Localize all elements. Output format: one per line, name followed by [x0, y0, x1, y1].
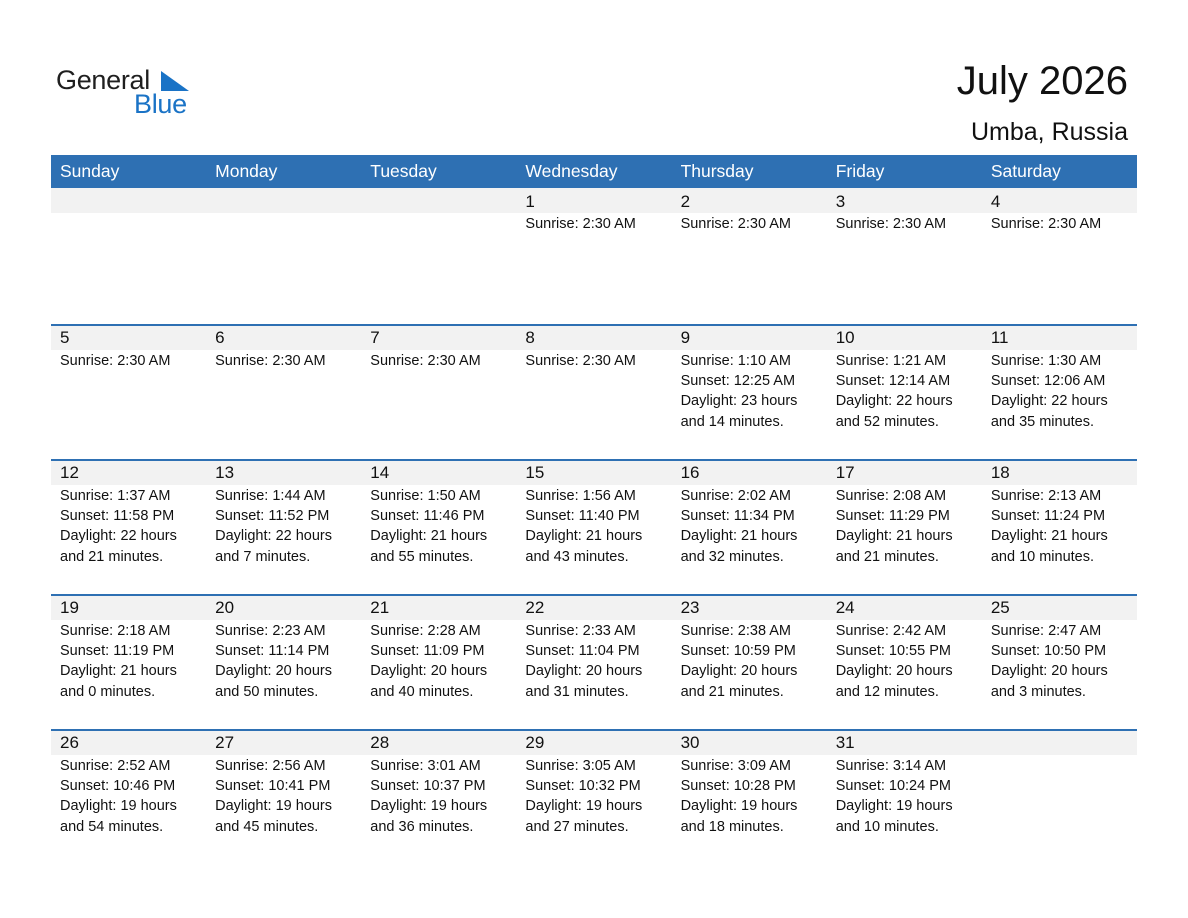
day-info-line: Sunset: 11:46 PM: [370, 508, 485, 525]
day-info-line: and 27 minutes.: [525, 818, 629, 835]
day-info-line: Sunrise: 2:13 AM: [990, 488, 1102, 504]
day-info: [206, 485, 361, 567]
day-info-line: Sunrise: 3:14 AM: [835, 758, 947, 774]
day-number: 23: [672, 596, 827, 620]
empty-day-cell: [51, 188, 206, 324]
weeks-container: [51, 188, 1137, 864]
day-info-line: and 18 minutes.: [680, 818, 784, 835]
day-info-line: and 40 minutes.: [370, 683, 474, 700]
weekday-saturday: Saturday: [990, 161, 1061, 181]
day-info: [516, 485, 671, 567]
day-info: [672, 350, 827, 432]
day-info-line: Sunrise: 2:02 AM: [680, 488, 791, 504]
day-info-line: Sunset: 10:37 PM: [370, 778, 486, 795]
day-info-line: and 43 minutes.: [525, 548, 629, 565]
day-cell: [672, 731, 827, 864]
day-info-line: Sunrise: 2:52 AM: [60, 758, 171, 774]
day-info-line: Daylight: 21 hours: [990, 528, 1108, 545]
day-info-line: Sunrise: 1:30 AM: [990, 353, 1102, 369]
day-info-line: Daylight: 22 hours: [990, 393, 1108, 410]
day-info: [51, 755, 206, 837]
day-info-line: and 14 minutes.: [680, 413, 784, 430]
day-info-line: Daylight: 22 hours: [215, 528, 333, 545]
day-info-line: Daylight: 19 hours: [525, 798, 643, 815]
logo-text-blue: Blue: [134, 89, 187, 119]
day-number: 7: [361, 326, 516, 350]
day-info-line: and 36 minutes.: [370, 818, 474, 835]
week-row: [51, 188, 1137, 324]
empty-day-cell: [361, 188, 516, 324]
day-info-line: Sunset: 10:46 PM: [60, 778, 176, 795]
day-number: 31: [827, 731, 982, 755]
day-info-line: and 31 minutes.: [525, 683, 629, 700]
page-title: July 2026: [956, 59, 1128, 103]
day-info-line: and 32 minutes.: [680, 548, 784, 565]
day-info-line: Sunset: 10:59 PM: [680, 643, 796, 660]
day-info: [672, 755, 827, 837]
day-info-line: Sunset: 11:09 PM: [370, 643, 485, 660]
day-info-line: Sunrise: 2:56 AM: [215, 758, 326, 774]
day-info-line: Sunrise: 1:10 AM: [680, 353, 791, 369]
day-number: 8: [516, 326, 671, 350]
day-info: [206, 350, 361, 371]
day-info-line: Sunrise: 3:01 AM: [370, 758, 481, 774]
day-info: [982, 620, 1137, 702]
day-info-line: Sunrise: 2:28 AM: [370, 623, 481, 639]
week-row: [51, 729, 1137, 864]
day-cell: [827, 188, 982, 324]
day-info-line: and 50 minutes.: [215, 683, 319, 700]
day-info-line: Sunrise: 2:33 AM: [525, 623, 636, 639]
day-info-line: Daylight: 21 hours: [60, 663, 177, 680]
day-info-line: Sunset: 10:41 PM: [215, 778, 331, 795]
day-number: 5: [51, 326, 206, 350]
week-row: [51, 594, 1137, 729]
week-row: [51, 459, 1137, 594]
day-info-line: Sunrise: 2:30 AM: [835, 216, 947, 232]
day-info: [361, 755, 516, 837]
day-info: [51, 350, 206, 371]
day-info-line: and 7 minutes.: [215, 548, 311, 565]
day-info-line: Sunset: 11:58 PM: [60, 508, 175, 525]
day-number: 14: [361, 461, 516, 485]
day-info-line: Sunrise: 3:05 AM: [525, 758, 636, 774]
weekday-wednesday: Wednesday: [525, 161, 618, 181]
day-cell: [206, 461, 361, 594]
day-number: 25: [982, 596, 1137, 620]
day-info-line: Sunset: 11:34 PM: [680, 508, 795, 525]
week-row: [51, 324, 1137, 459]
weekday-tuesday: Tuesday: [370, 161, 437, 181]
day-info-line: Sunrise: 1:37 AM: [60, 488, 171, 504]
day-info-line: Sunrise: 2:30 AM: [370, 353, 481, 369]
day-cell: [827, 596, 982, 729]
day-info: [51, 485, 206, 567]
day-info-line: and 35 minutes.: [990, 413, 1095, 430]
day-number: 11: [982, 326, 1137, 350]
day-info-line: Sunrise: 2:23 AM: [215, 623, 326, 639]
day-cell: [206, 596, 361, 729]
day-info-line: Sunrise: 1:21 AM: [835, 353, 947, 369]
day-info-line: Daylight: 22 hours: [60, 528, 177, 545]
day-info-line: Sunrise: 1:50 AM: [370, 488, 481, 504]
day-info-line: Sunset: 11:40 PM: [525, 508, 640, 525]
weekday-monday: Monday: [215, 161, 278, 181]
day-info: [361, 485, 516, 567]
empty-day-cell: [206, 188, 361, 324]
day-info-line: Daylight: 19 hours: [835, 798, 953, 815]
day-info-line: Sunrise: 2:38 AM: [680, 623, 791, 639]
day-info-line: Daylight: 20 hours: [990, 663, 1108, 680]
day-cell: [516, 596, 671, 729]
day-info-line: Sunset: 10:28 PM: [680, 778, 796, 795]
day-info-line: Sunset: 11:24 PM: [990, 508, 1106, 525]
day-info: [206, 755, 361, 837]
logo-text-general: General: [56, 65, 150, 95]
day-info-line: Sunrise: 3:09 AM: [680, 758, 791, 774]
day-info-line: Daylight: 21 hours: [835, 528, 953, 545]
day-cell: [206, 731, 361, 864]
day-number: 19: [51, 596, 206, 620]
day-number: 16: [672, 461, 827, 485]
day-cell: [982, 461, 1137, 594]
day-info-line: Daylight: 21 hours: [680, 528, 798, 545]
day-info-line: and 10 minutes.: [835, 818, 939, 835]
day-info-line: Sunset: 11:52 PM: [215, 508, 330, 525]
day-cell: [516, 326, 671, 459]
day-cell: [361, 326, 516, 459]
day-info: [361, 350, 516, 371]
day-cell: [361, 461, 516, 594]
day-number: 20: [206, 596, 361, 620]
day-info-line: Daylight: 19 hours: [370, 798, 488, 815]
day-info-line: Sunrise: 2:08 AM: [835, 488, 947, 504]
location-subtitle: Umba, Russia: [971, 118, 1128, 146]
day-info: [827, 485, 982, 567]
day-cell: [982, 326, 1137, 459]
day-cell: [516, 461, 671, 594]
day-info-line: and 55 minutes.: [370, 548, 474, 565]
day-info-line: Sunset: 10:24 PM: [835, 778, 951, 795]
day-info-line: Sunset: 11:29 PM: [835, 508, 950, 525]
day-number: 26: [51, 731, 206, 755]
day-number: 28: [361, 731, 516, 755]
day-cell: [827, 461, 982, 594]
day-info: [516, 350, 671, 371]
weekday-thursday: Thursday: [680, 161, 754, 181]
day-info-line: Daylight: 20 hours: [370, 663, 488, 680]
day-info: [516, 213, 671, 234]
day-info-line: Daylight: 20 hours: [215, 663, 333, 680]
day-number: 27: [206, 731, 361, 755]
day-info-line: Sunset: 12:06 AM: [990, 373, 1106, 390]
day-info-line: and 12 minutes.: [835, 683, 939, 700]
day-number: 12: [51, 461, 206, 485]
day-info-line: and 54 minutes.: [60, 818, 164, 835]
day-info: [982, 485, 1137, 567]
day-cell: [51, 461, 206, 594]
day-info-line: Daylight: 20 hours: [680, 663, 798, 680]
day-info-line: and 45 minutes.: [215, 818, 319, 835]
day-info: [516, 620, 671, 702]
day-info-line: Sunset: 12:14 AM: [835, 373, 951, 390]
day-info-line: Sunset: 10:50 PM: [990, 643, 1107, 660]
day-info-line: Sunrise: 1:56 AM: [525, 488, 636, 504]
day-info-line: Sunset: 11:19 PM: [60, 643, 175, 660]
day-info: [827, 213, 982, 234]
day-cell: [51, 596, 206, 729]
day-info: [982, 213, 1137, 234]
day-info-line: Sunrise: 2:30 AM: [680, 216, 791, 232]
day-number: 3: [827, 188, 982, 213]
day-cell: [206, 326, 361, 459]
day-info-line: and 3 minutes.: [990, 683, 1086, 700]
day-info-line: Daylight: 20 hours: [835, 663, 953, 680]
day-cell: [361, 731, 516, 864]
day-info-line: Sunrise: 2:30 AM: [990, 216, 1102, 232]
day-info: [516, 755, 671, 837]
day-number: 10: [827, 326, 982, 350]
day-info-line: Sunrise: 2:30 AM: [215, 353, 326, 369]
weekday-friday: Friday: [835, 161, 885, 181]
empty-day-band: [982, 731, 1137, 755]
day-info: [827, 620, 982, 702]
day-number: 1: [516, 188, 671, 213]
weekday-sunday: Sunday: [60, 161, 120, 181]
day-info-line: and 10 minutes.: [990, 548, 1095, 565]
empty-day-band: [206, 188, 361, 213]
weekday-header-row: [51, 155, 1137, 188]
empty-day-band: [361, 188, 516, 213]
empty-day-band: [51, 188, 206, 213]
day-cell: [827, 731, 982, 864]
day-info-line: Daylight: 19 hours: [215, 798, 333, 815]
day-cell: [827, 326, 982, 459]
day-cell: [516, 731, 671, 864]
day-number: 29: [516, 731, 671, 755]
day-cell: [672, 188, 827, 324]
day-info-line: Daylight: 19 hours: [60, 798, 177, 815]
day-info-line: Sunrise: 2:18 AM: [60, 623, 171, 639]
day-info-line: and 21 minutes.: [835, 548, 939, 565]
day-info-line: Sunset: 10:55 PM: [835, 643, 951, 660]
day-info: [982, 350, 1137, 432]
day-info-line: Sunrise: 2:30 AM: [525, 216, 636, 232]
day-info: [206, 620, 361, 702]
calendar-grid: [51, 155, 1137, 864]
day-number: 4: [982, 188, 1137, 213]
day-cell: [672, 326, 827, 459]
day-number: 17: [827, 461, 982, 485]
day-info: [672, 620, 827, 702]
day-number: 22: [516, 596, 671, 620]
day-number: 18: [982, 461, 1137, 485]
logo: [56, 64, 206, 124]
day-info: [672, 485, 827, 567]
day-cell: [51, 731, 206, 864]
day-info: [672, 213, 827, 234]
day-info-line: and 0 minutes.: [60, 683, 156, 700]
day-info-line: Daylight: 19 hours: [680, 798, 798, 815]
day-info-line: Sunset: 10:32 PM: [525, 778, 641, 795]
day-info-line: Daylight: 21 hours: [370, 528, 488, 545]
day-cell: [361, 596, 516, 729]
day-info-line: and 52 minutes.: [835, 413, 939, 430]
day-info-line: Sunrise: 2:30 AM: [525, 353, 636, 369]
day-info-line: Sunrise: 2:30 AM: [60, 353, 171, 369]
day-info: [51, 620, 206, 702]
day-number: 21: [361, 596, 516, 620]
day-info-line: and 21 minutes.: [60, 548, 164, 565]
day-info-line: Daylight: 23 hours: [680, 393, 798, 410]
day-number: 15: [516, 461, 671, 485]
day-cell: [51, 326, 206, 459]
empty-day-cell: [982, 731, 1137, 864]
day-cell: [672, 461, 827, 594]
day-info: [827, 350, 982, 432]
day-number: 9: [672, 326, 827, 350]
day-number: 2: [672, 188, 827, 213]
day-info-line: Sunrise: 1:44 AM: [215, 488, 326, 504]
day-info: [827, 755, 982, 837]
day-info-line: Sunset: 11:04 PM: [525, 643, 640, 660]
day-cell: [516, 188, 671, 324]
day-cell: [982, 596, 1137, 729]
day-info: [361, 620, 516, 702]
day-info-line: Daylight: 22 hours: [835, 393, 953, 410]
day-info-line: Daylight: 20 hours: [525, 663, 643, 680]
day-number: 13: [206, 461, 361, 485]
day-info-line: Sunrise: 2:47 AM: [990, 623, 1102, 639]
day-info-line: and 21 minutes.: [680, 683, 784, 700]
day-info-line: Sunrise: 2:42 AM: [835, 623, 947, 639]
day-number: 24: [827, 596, 982, 620]
day-cell: [982, 188, 1137, 324]
day-info-line: Daylight: 21 hours: [525, 528, 643, 545]
day-info-line: Sunset: 11:14 PM: [215, 643, 330, 660]
day-info-line: Sunset: 12:25 AM: [680, 373, 796, 390]
day-number: 6: [206, 326, 361, 350]
day-cell: [672, 596, 827, 729]
day-number: 30: [672, 731, 827, 755]
